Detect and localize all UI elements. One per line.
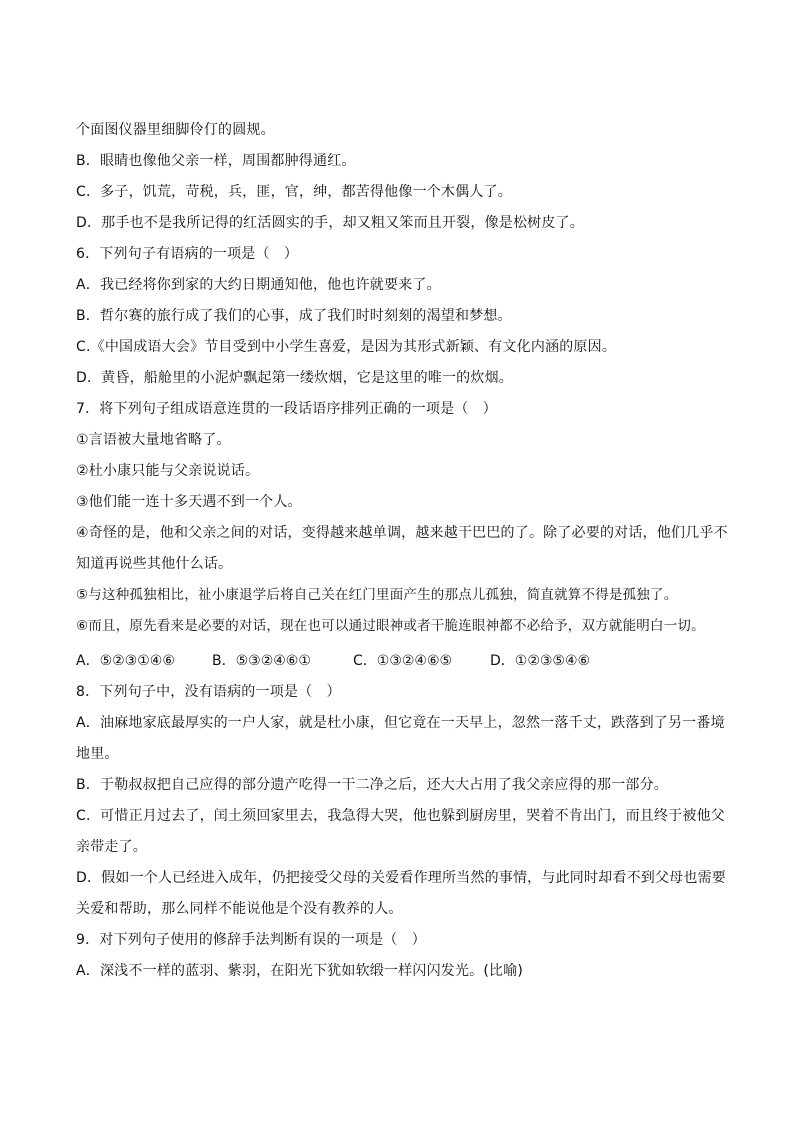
q5-option-d: D．那手也不是我所记得的红活圆实的手，却又粗又笨而且开裂，像是松树皮了。 xyxy=(76,215,584,231)
q7-sentence-4-continuation: 知道再说些其他什么话。 xyxy=(76,556,233,572)
q6-option-b: B．哲尔赛的旅行成了我们的心事，成了我们时时刻刻的渴望和梦想。 xyxy=(76,308,512,324)
q7-option-b: B．⑤③②④⑥① xyxy=(212,653,311,669)
q7-option-a: A．⑤②③①④⑥ xyxy=(76,653,175,669)
q6-option-d: D．黄昏，船舱里的小泥炉飘起第一缕炊烟，它是这里的唯一的炊烟。 xyxy=(76,370,513,386)
q7-sentence-1: ①言语被大量地省略了。 xyxy=(76,432,231,448)
question-7-stem: 7．将下列句子组成语意连贯的一段话语序排列正确的一项是（ ） xyxy=(76,401,497,417)
q8-option-b: B．于勒叔叔把自己应得的部分遗产吃得一干二净之后，还大大占用了我父亲应得的那一部分。 xyxy=(76,777,669,793)
question-6-stem: 6．下列句子有语病的一项是（ ） xyxy=(76,246,299,262)
q7-sentence-6: ⑥而且，原先看来是必要的对话，现在也可以通过眼神或者干脆连眼神都不必给予，双方就能明白一切。 xyxy=(76,618,705,634)
q7-sentence-2: ②杜小康只能与父亲说说话。 xyxy=(76,463,260,479)
q8-option-c-continuation: 亲带走了。 xyxy=(76,839,147,855)
q5-option-c: C．多子，饥荒，苛税，兵，匪，官，绅，都苦得他像一个木偶人了。 xyxy=(76,184,512,200)
q9-option-a: A．深浅不一样的蓝羽、紫羽，在阳光下犹如软缎一样闪闪发光。(比喻) xyxy=(76,963,524,979)
q5-option-a-continuation: 个面图仪器里细脚伶仃的圆规。 xyxy=(76,122,275,138)
q7-options xyxy=(76,651,736,671)
q7-option-c: C．①③②④⑥⑤ xyxy=(353,653,453,669)
q7-sentence-3: ③他们能一连十多天遇不到一个人。 xyxy=(76,494,302,510)
q8-option-d-continuation: 关爱和帮助，那么同样不能说他是个没有教养的人。 xyxy=(76,901,403,917)
q7-sentence-4: ④奇怪的是，他和父亲之间的对话，变得越来越单调，越来越干巴巴的了。除了必要的对话，他们几乎不 xyxy=(76,525,728,541)
q7-sentence-5: ⑤与这种孤独相比，祉小康退学后将自己关在红门里面产生的那点儿孤独，简直就算不得是孤独了。 xyxy=(76,587,678,603)
q6-option-a: A．我已经将你到家的大约日期通知他，他也许就要来了。 xyxy=(76,277,441,293)
q8-option-a: A．油麻地家底最厚实的一户人家，就是杜小康，但它竟在一天早上，忽然一落千丈，跌落到了另一番境 xyxy=(76,715,725,731)
q6-option-c: C.《中国成语大会》节目受到中小学生喜爱，是因为其形式新颖、有文化内涵的原因。 xyxy=(76,339,617,355)
question-9-stem: 9．对下列句子使用的修辞手法判断有误的一项是（ ） xyxy=(76,932,426,948)
q7-option-d: D．①②③⑤④⑥ xyxy=(490,653,591,669)
q8-option-a-continuation: 地里。 xyxy=(76,746,119,762)
q8-option-c: C．可惜正月过去了，闰土须回家里去，我急得大哭，他也躲到厨房里，哭着不肯出门，而且终于被他父 xyxy=(76,808,725,824)
q5-option-b: B．眼睛也像他父亲一样，周围都肿得通红。 xyxy=(76,153,356,169)
q8-option-d: D．假如一个人已经进入成年，仍把接受父母的关爱看作理所当然的事情，与此同时却看不到父母也需要 xyxy=(76,870,726,886)
question-8-stem: 8．下列句子中，没有语病的一项是（ ） xyxy=(76,684,341,700)
